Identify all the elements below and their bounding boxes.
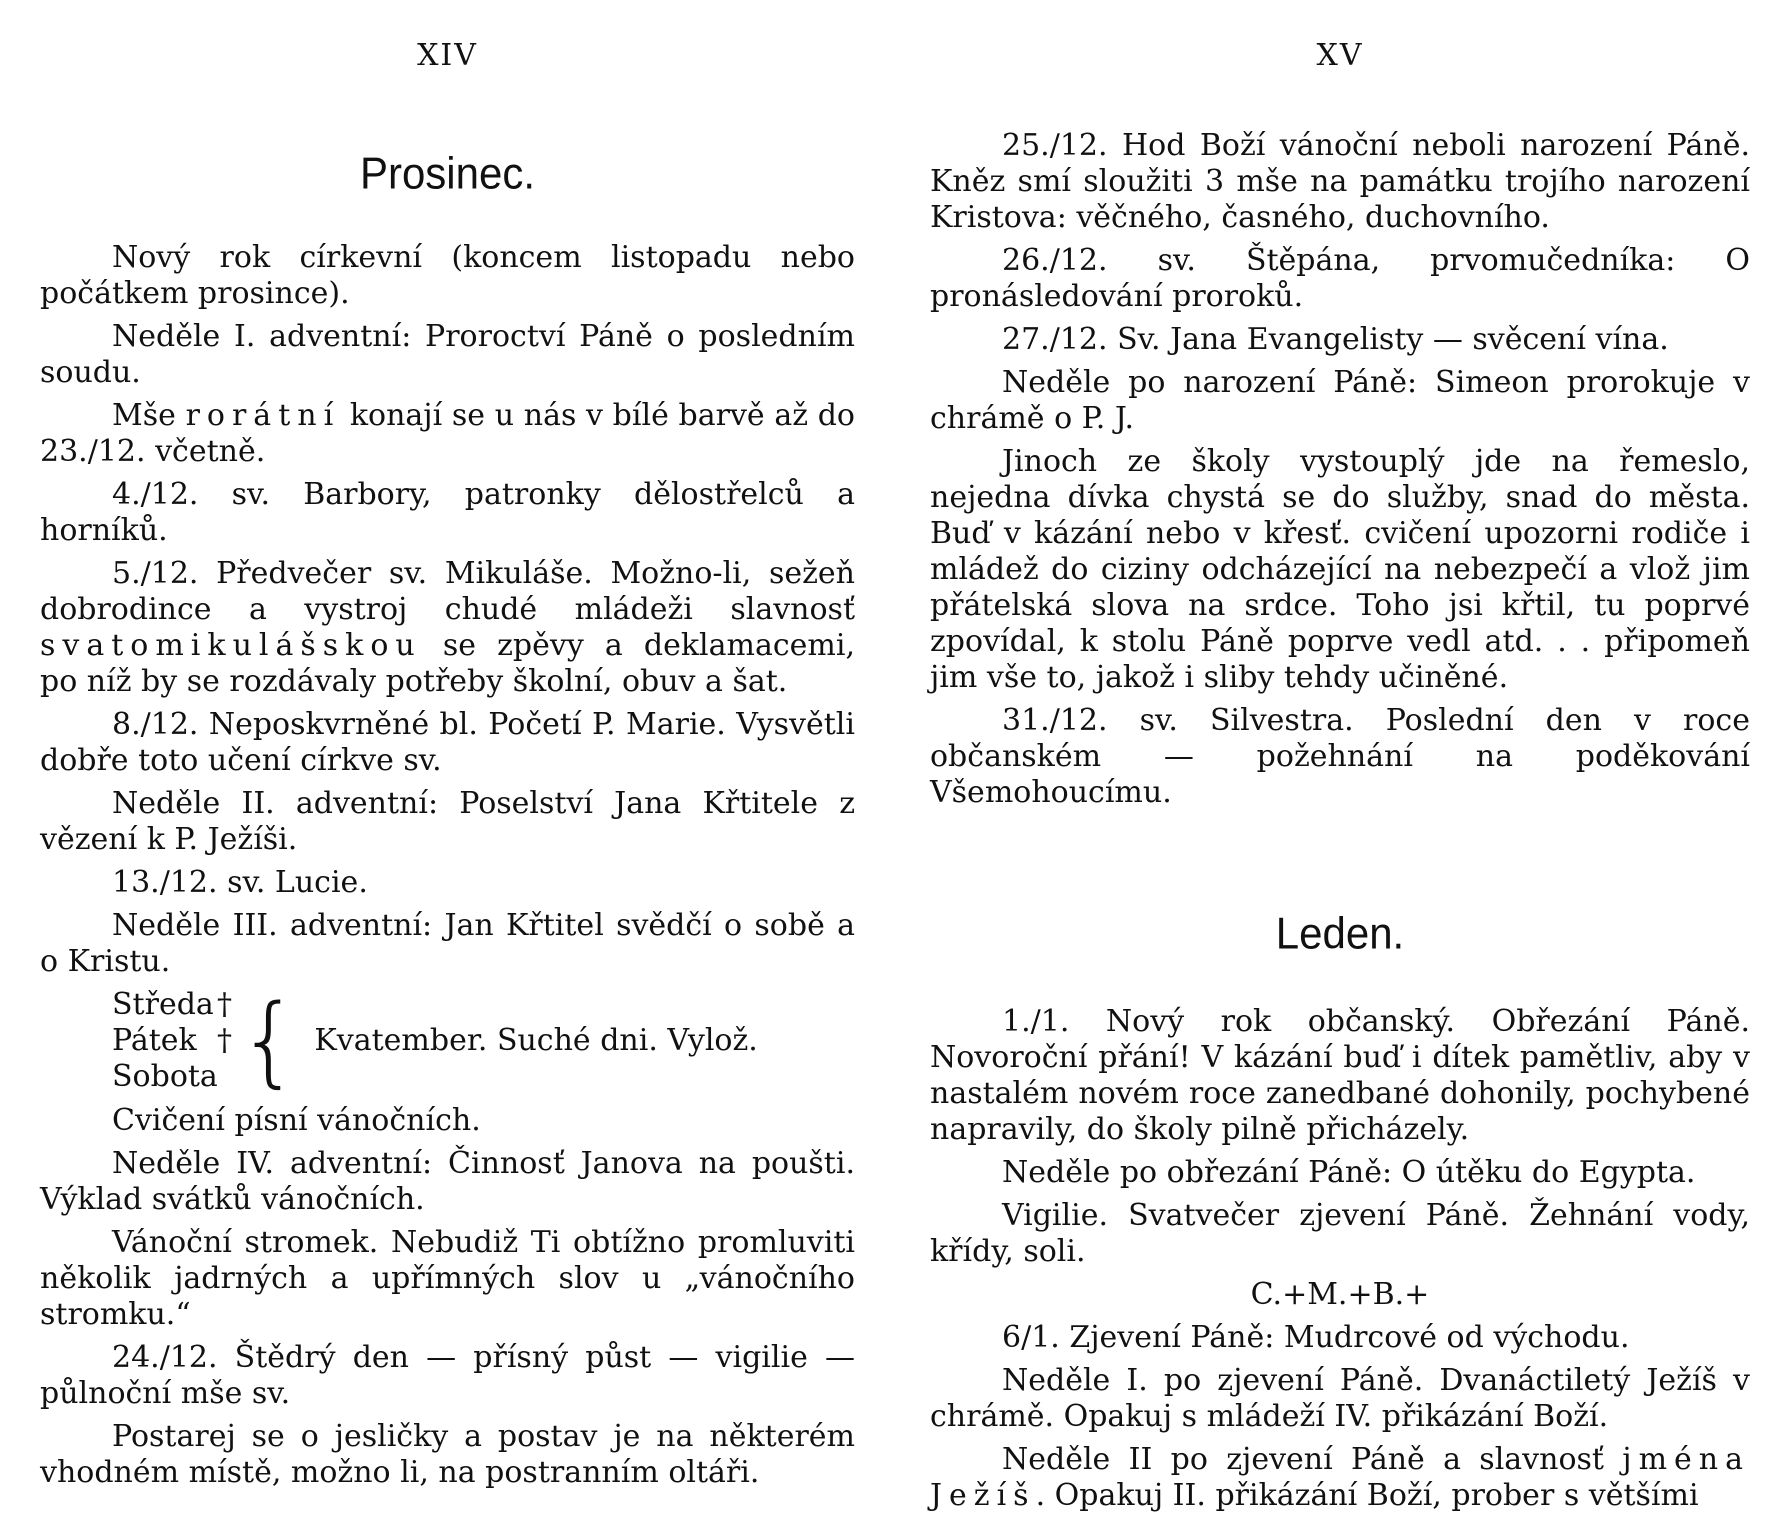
ember-day: [112, 1059, 232, 1095]
paragraph: Neděle po obřezání Páně: O útěku do Egypta.: [1002, 1155, 1696, 1190]
day-name: Pátek: [112, 1023, 197, 1058]
paragraph: Vigilie. Svatvečer zjevení Páně. Žehnání vody, křídy, soli.: [930, 1198, 1750, 1269]
text-run: 5./12. Předvečer sv. Mikuláše. Možno-li, sežeň dobrodince a vystroj chudé mládeži slavnosť: [40, 556, 855, 627]
text-run: Mše: [112, 398, 186, 433]
paragraph: [40, 398, 855, 470]
text-run: . Opakuj II. přikázání Boží, prober s většími: [1035, 1478, 1699, 1513]
paragraph: Neděle I. adventní: Proroctví Páně o posledním soudu.: [40, 319, 855, 390]
paragraph: 6/1. Zjevení Páně: Mudrcové od východu.: [1002, 1320, 1630, 1355]
paragraph: Neděle IV. adventní: Činnosť Janova na poušti. Výklad svátků vánočních.: [40, 1146, 855, 1217]
paragraph: Neděle II. adventní: Poselství Jana Křtitele z vězení k P. Ježíši.: [40, 786, 855, 857]
right-page: [930, 0, 1750, 1513]
ember-days-list: [112, 987, 232, 1095]
section-title-leden: Leden.: [1275, 908, 1405, 959]
day-name: Sobota: [112, 1059, 218, 1094]
paragraph: 25./12. Hod Boží vánoční neboli narození Páně. Kněz smí sloužiti 3 mše na památku trojího narození Kristova: věčného, časného, duchovního.: [930, 128, 1750, 235]
ember-day: [112, 1023, 232, 1059]
paragraph: Nový rok církevní (koncem listopadu nebo počátkem prosince).: [40, 240, 855, 311]
ember-days-block: [112, 984, 855, 1098]
paragraph: Jinoch ze školy vystouplý jde na řemeslo, nejedna dívka chystá se do služby, snad do města. Buď v kázání nebo v křesť. cvičení upozorni rodiče i mládež do ciziny odcházející na nebezpečí a vlož jim přátelská slova na srdce. Toho jsi křtil, tu poprvé zpovídal, k stolu Páně poprve vedl atd. . . připomeň jim vše to, jakož i sliby tehdy učiněné.: [930, 444, 1750, 695]
paragraph: Neděle III. adventní: Jan Křtitel svědčí o sobě a o Kristu.: [40, 908, 855, 979]
blessing-formula: C.+M.+B.+: [1250, 1277, 1430, 1312]
paragraph: Neděle po narození Páně: Simeon prorokuje v chrámě o P. J.: [930, 365, 1750, 436]
paragraph: 8./12. Neposkvrněné bl. Početí P. Marie. Vysvětli dobře toto učení církve sv.: [40, 707, 855, 778]
paragraph: 31./12. sv. Silvestra. Poslední den v roce občanském — požehnání na poděkování Všemohoucímu.: [930, 703, 1750, 810]
ember-day: [112, 987, 232, 1023]
spaced-text: rorátní: [185, 398, 341, 433]
paragraph: 4./12. sv. Barbory, patronky dělostřelců a horníků.: [40, 477, 855, 548]
text-run: se zpěvy a deklamacemi, po níž by se rozdávaly potřeby školní, obuv a šat.: [40, 628, 855, 699]
paragraph: 24./12. Štědrý den — přísný půst — vigilie — půlnoční mše sv.: [40, 1340, 855, 1411]
section-spacer: [930, 818, 1750, 876]
curly-brace-icon: {: [238, 984, 301, 1098]
left-page-body: [40, 150, 855, 1498]
cross-symbol: †: [217, 1023, 232, 1058]
page-number-left: XIV: [417, 38, 478, 73]
section-title-prosinec: Prosinec.: [359, 148, 536, 199]
paragraph: [40, 556, 855, 700]
paragraph: Neděle I. po zjevení Páně. Dvanáctiletý Ježíš v chrámě. Opakuj s mládeží IV. přikázání Boží.: [930, 1363, 1750, 1434]
ember-description: Kvatember. Suché dni. Vylož.: [314, 1023, 758, 1058]
paragraph: Postarej se o jesličky a postav je na některém vhodném místě, možno li, na postranním oltáři.: [40, 1419, 855, 1490]
spaced-text: svatomikulášskou: [40, 628, 422, 663]
paragraph: 1./1. Nový rok občanský. Obřezání Páně. Novoroční přání! V kázání buď i dítek pamětliv, aby v nastalém novém roce zanedbané dohonily, pochybené napravily, do školy pilně přicházely.: [930, 1004, 1750, 1147]
left-page: [40, 0, 855, 1500]
paragraph: Cvičení písní vánočních.: [112, 1103, 481, 1138]
text-run: konají se u nás v bílé barvě až do 23./12. včetně.: [40, 398, 855, 469]
page-number-right: XV: [1316, 38, 1364, 73]
paragraph: 13./12. sv. Lucie.: [112, 865, 368, 900]
cross-symbol: †: [217, 987, 232, 1022]
right-page-body: [930, 128, 1750, 1521]
text-run: Neděle II po zjevení Páně a slavnosť: [1002, 1442, 1623, 1477]
day-name: Středa: [112, 987, 214, 1022]
spaced-text: jména Ježíš: [930, 1442, 1750, 1513]
paragraph: [930, 1442, 1750, 1514]
paragraph: 26./12. sv. Štěpána, prvomučedníka: O pronásledování proroků.: [930, 243, 1750, 314]
paragraph: Vánoční stromek. Nebudiž Ti obtížno promluviti několik jadrných a upřímných slov u „vánočního stromku.“: [40, 1225, 855, 1332]
paragraph: 27./12. Sv. Jana Evangelisty — svěcení vína.: [1002, 322, 1669, 357]
